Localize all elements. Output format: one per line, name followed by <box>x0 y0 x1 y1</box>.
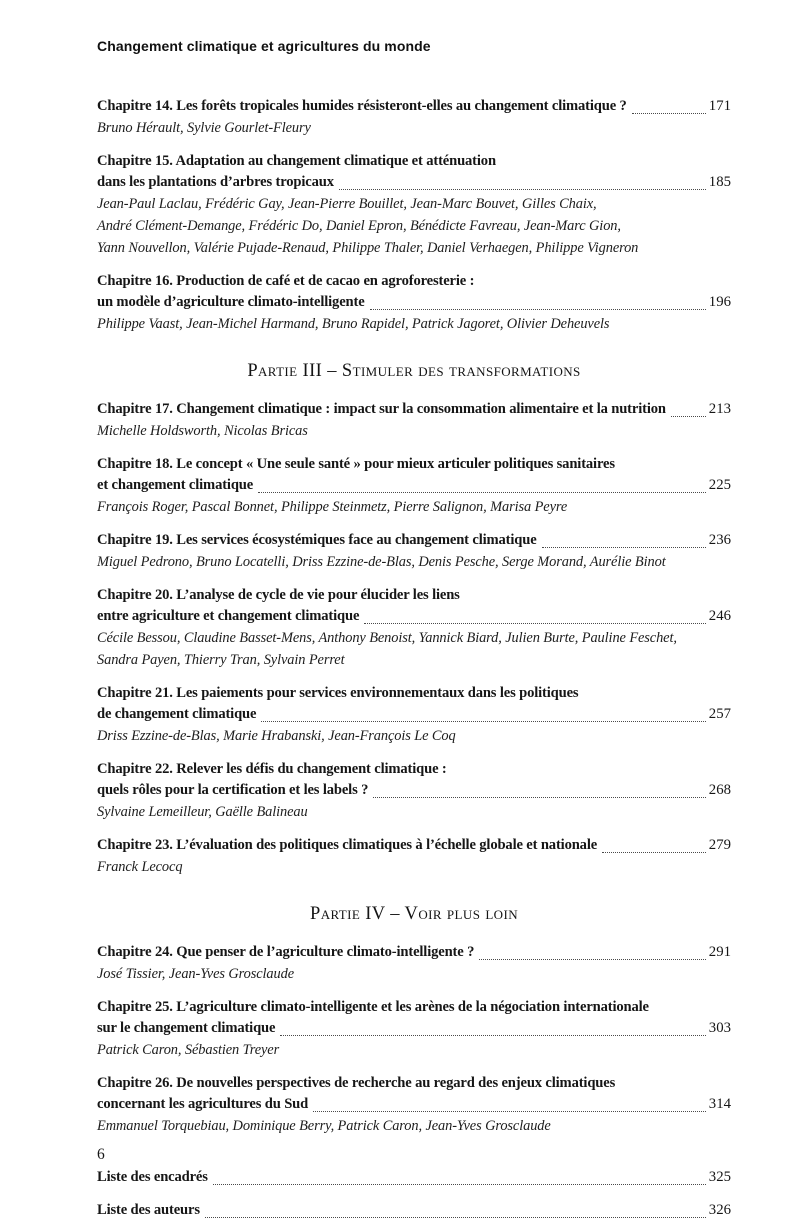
entry-page-number: 326 <box>708 1202 731 1218</box>
chapter-authors: François Roger, Pascal Bonnet, Philippe Steinmetz, Pierre Salignon, Marisa Peyre <box>97 499 568 515</box>
entry-page-number: 325 <box>708 1169 731 1185</box>
chapter-authors: Michelle Holdsworth, Nicolas Bricas <box>97 423 308 439</box>
toc-chapter-entry <box>97 835 731 878</box>
entry-title-text: Chapitre 19. Les services écosystémiques face au changement climatique <box>97 532 537 548</box>
toc-list-entry <box>97 1200 731 1221</box>
entry-title-text: Chapitre 24. Que penser de l’agriculture climato-intelligente ? <box>97 944 475 960</box>
toc-title-line: Chapitre 16. Production de café et de cacao en agroforesterie : <box>97 273 475 289</box>
entry-page-number: 257 <box>708 706 731 722</box>
toc-chapter-entry <box>97 1073 731 1137</box>
toc-chapter-entry <box>97 151 731 259</box>
entry-title-text: Chapitre 17. Changement climatique : impact sur la consommation alimentaire et la nutrition <box>97 401 666 417</box>
entry-page-number: 268 <box>708 782 731 798</box>
toc-chapter-entry <box>97 585 731 671</box>
toc-title-line: Chapitre 26. De nouvelles perspectives de recherche au regard des enjeux climatiques <box>97 1075 616 1091</box>
toc-chapter-entry <box>97 454 731 518</box>
part-heading: Partie IV – Voir plus loin <box>310 904 518 924</box>
toc-title-line: Chapitre 22. Relever les défis du changement climatique : <box>97 761 447 777</box>
chapter-authors: Emmanuel Torquebiau, Dominique Berry, Patrick Caron, Jean-Yves Grosclaude <box>97 1118 551 1134</box>
entry-title-text: entre agriculture et changement climatique <box>97 608 360 624</box>
chapter-authors: Patrick Caron, Sébastien Treyer <box>97 1042 280 1058</box>
chapter-authors: Franck Lecocq <box>97 859 183 875</box>
toc-title-line <box>97 475 731 496</box>
toc-title-line: Chapitre 15. Adaptation au changement climatique et atténuation <box>97 153 496 169</box>
toc-chapter-entry <box>97 530 731 573</box>
chapter-authors: André Clément-Demange, Frédéric Do, Daniel Epron, Bénédicte Favreau, Jean-Marc Gion, <box>97 218 621 234</box>
entry-page-number: 171 <box>708 98 731 114</box>
chapter-authors: Philippe Vaast, Jean-Michel Harmand, Bruno Rapidel, Patrick Jagoret, Olivier Deheuvels <box>97 316 610 332</box>
toc-title-line <box>97 1200 731 1221</box>
chapter-authors: Jean-Paul Laclau, Frédéric Gay, Jean-Pierre Bouillet, Jean-Marc Bouvet, Gilles Chaix, <box>97 196 597 212</box>
chapter-authors: Driss Ezzine-de-Blas, Marie Hrabanski, Jean-François Le Coq <box>97 728 456 744</box>
dot-leader <box>602 852 706 853</box>
dot-leader <box>479 959 706 960</box>
toc-chapter-entry <box>97 683 731 747</box>
toc-chapter-entry <box>97 96 731 139</box>
toc-title-line: Chapitre 21. Les paiements pour services environnementaux dans les politiques <box>97 685 579 701</box>
entry-title-text: Chapitre 14. Les forêts tropicales humides résisteront-elles au changement climatique ? <box>97 98 627 114</box>
entry-title-text: quels rôles pour la certification et les labels ? <box>97 782 369 798</box>
dot-leader <box>339 189 706 190</box>
chapter-authors: José Tissier, Jean-Yves Grosclaude <box>97 966 294 982</box>
entry-title-text: Chapitre 23. L’évaluation des politiques climatiques à l’échelle globale et nationale <box>97 837 598 853</box>
dot-leader <box>313 1111 706 1112</box>
entry-title-text: Liste des auteurs <box>97 1202 200 1218</box>
entry-page-number: 246 <box>708 608 731 624</box>
entry-page-number: 303 <box>708 1020 731 1036</box>
entry-page-number: 236 <box>708 532 731 548</box>
toc-title-line: Chapitre 25. L’agriculture climato-intelligente et les arènes de la négociation internationale <box>97 999 649 1015</box>
toc-title-line <box>97 1167 731 1188</box>
dot-leader <box>261 721 705 722</box>
entry-title-text: concernant les agricultures du Sud <box>97 1096 309 1112</box>
entry-title-text: Liste des encadrés <box>97 1169 208 1185</box>
toc-title-line <box>97 835 731 856</box>
entry-page-number: 213 <box>708 401 731 417</box>
toc-title-line <box>97 780 731 801</box>
entry-title-text: sur le changement climatique <box>97 1020 276 1036</box>
entry-page-number: 196 <box>708 294 731 310</box>
dot-leader <box>370 309 706 310</box>
entry-page-number: 314 <box>708 1096 731 1112</box>
toc-chapter-entry <box>97 942 731 985</box>
chapter-authors: Bruno Hérault, Sylvie Gourlet-Fleury <box>97 120 311 136</box>
dot-leader <box>373 797 706 798</box>
toc-title-line: Chapitre 18. Le concept « Une seule santé » pour mieux articuler politiques sanitaires <box>97 456 615 472</box>
entry-page-number: 279 <box>708 837 731 853</box>
dot-leader <box>632 113 706 114</box>
dot-leader <box>280 1035 705 1036</box>
toc-title-line <box>97 606 731 627</box>
dot-leader <box>542 547 706 548</box>
running-header: Changement climatique et agricultures du monde <box>97 38 431 54</box>
entry-title-text: dans les plantations d’arbres tropicaux <box>97 174 334 190</box>
toc-title-line <box>97 399 731 420</box>
toc-title-line: Chapitre 20. L’analyse de cycle de vie pour élucider les liens <box>97 587 460 603</box>
toc-chapter-entry <box>97 759 731 823</box>
folio-page-number: 6 <box>97 1146 105 1163</box>
toc-title-line <box>97 1094 731 1115</box>
toc-title-line <box>97 704 731 725</box>
chapter-authors: Yann Nouvellon, Valérie Pujade-Renaud, Philippe Thaler, Daniel Verhaegen, Philippe Vigneron <box>97 240 639 256</box>
table-of-contents <box>97 96 731 1221</box>
dot-leader <box>671 416 706 417</box>
entry-page-number: 291 <box>708 944 731 960</box>
entry-title-text: de changement climatique <box>97 706 257 722</box>
toc-chapter-entry <box>97 271 731 335</box>
dot-leader <box>364 623 706 624</box>
toc-title-line <box>97 172 731 193</box>
chapter-authors: Sandra Payen, Thierry Tran, Sylvain Perret <box>97 652 345 668</box>
chapter-authors: Miguel Pedrono, Bruno Locatelli, Driss Ezzine-de-Blas, Denis Pesche, Serge Morand, Aurélie Binot <box>97 554 666 570</box>
toc-title-line <box>97 292 731 313</box>
entry-title-text: un modèle d’agriculture climato-intelligente <box>97 294 365 310</box>
dot-leader <box>213 1184 706 1185</box>
entry-page-number: 225 <box>708 477 731 493</box>
toc-chapter-entry <box>97 399 731 442</box>
toc-title-line <box>97 530 731 551</box>
toc-list-entry <box>97 1167 731 1188</box>
dot-leader <box>205 1217 706 1218</box>
toc-title-line <box>97 942 731 963</box>
dot-leader <box>258 492 706 493</box>
toc-chapter-entry <box>97 997 731 1061</box>
chapter-authors: Sylvaine Lemeilleur, Gaëlle Balineau <box>97 804 308 820</box>
toc-title-line <box>97 96 731 117</box>
part-heading: Partie III – Stimuler des transformations <box>247 361 581 381</box>
chapter-authors: Cécile Bessou, Claudine Basset-Mens, Anthony Benoist, Yannick Biard, Julien Burte, Pauline Feschet, <box>97 630 677 646</box>
entry-title-text: et changement climatique <box>97 477 254 493</box>
toc-title-line <box>97 1018 731 1039</box>
entry-page-number: 185 <box>708 174 731 190</box>
